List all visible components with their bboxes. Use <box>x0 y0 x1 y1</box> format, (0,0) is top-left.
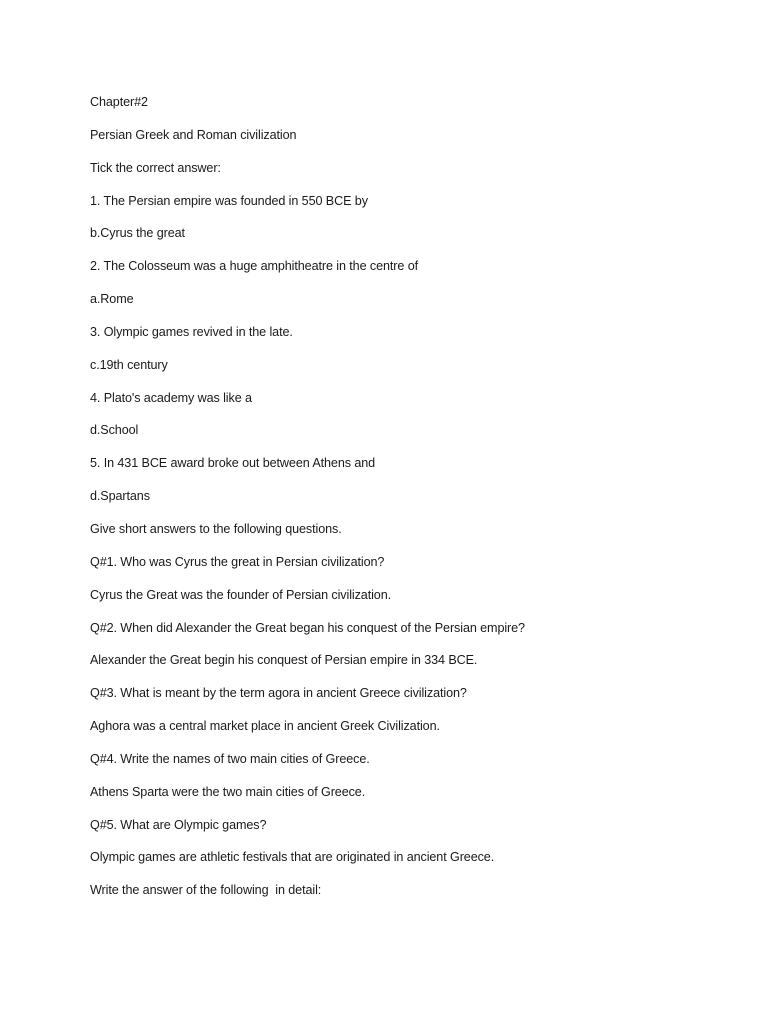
mcq-answer-3: c.19th century <box>90 357 168 372</box>
short-question-2: Q#2. When did Alexander the Great began his conquest of the Persian empire? <box>90 620 525 635</box>
short-question-5: Q#5. What are Olympic games? <box>90 817 267 832</box>
short-answer-5: Olympic games are athletic festivals that are originated in ancient Greece. <box>90 850 495 865</box>
mcq-question-5: 5. In 431 BCE award broke out between Athens and <box>90 456 376 471</box>
short-answer-4: Athens Sparta were the two main cities of Greece. <box>90 784 366 799</box>
mcq-answer-4: d.School <box>90 423 139 438</box>
mcq-question-3: 3. Olympic games revived in the late. <box>90 324 293 339</box>
mcq-question-2: 2. The Colosseum was a huge amphitheatre in the centre of <box>90 259 418 274</box>
section-heading-short-answers: Give short answers to the following questions. <box>90 521 342 536</box>
short-answer-1: Cyrus the Great was the founder of Persian civilization. <box>90 587 391 602</box>
short-answer-3: Aghora was a central market place in ancient Greek Civilization. <box>90 719 440 734</box>
mcq-answer-5: d.Spartans <box>90 489 150 504</box>
short-question-3: Q#3. What is meant by the term agora in ancient Greece civilization? <box>90 686 467 701</box>
mcq-answer-2: a.Rome <box>90 292 134 307</box>
short-question-1: Q#1. Who was Cyrus the great in Persian civilization? <box>90 554 385 569</box>
section-heading-tick: Tick the correct answer: <box>90 160 221 175</box>
section-heading-detail: Write the answer of the following in detail: <box>90 883 322 898</box>
short-answer-2: Alexander the Great begin his conquest of Persian empire in 334 BCE. <box>90 653 478 668</box>
mcq-answer-1: b.Cyrus the great <box>90 226 185 241</box>
mcq-question-4: 4. Plato's academy was like a <box>90 390 252 405</box>
mcq-question-1: 1. The Persian empire was founded in 550 BCE by <box>90 193 368 208</box>
short-question-4: Q#4. Write the names of two main cities of Greece. <box>90 751 370 766</box>
chapter-title: Persian Greek and Roman civilization <box>90 127 297 142</box>
chapter-heading: Chapter#2 <box>90 95 148 109</box>
document-body <box>90 92 730 913</box>
